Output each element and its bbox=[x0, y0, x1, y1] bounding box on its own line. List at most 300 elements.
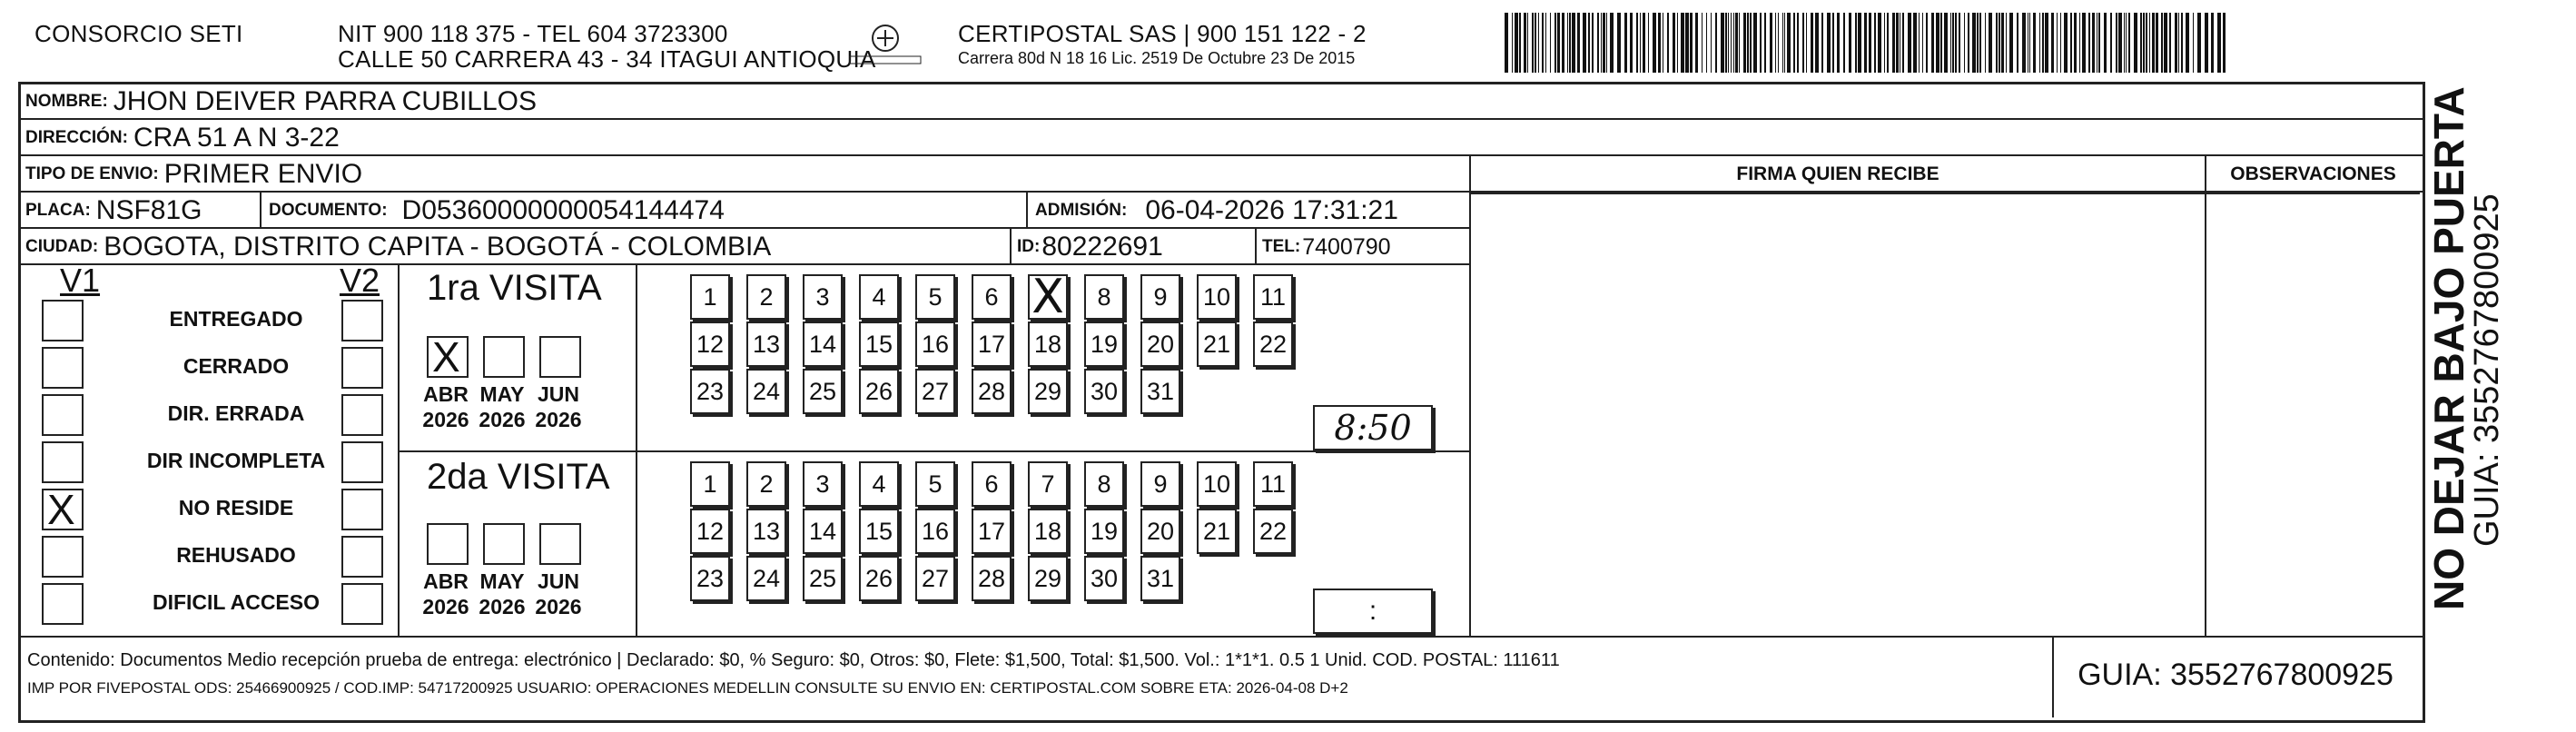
day-box[interactable]: 29 bbox=[1028, 556, 1068, 601]
barcode-bar bbox=[1908, 13, 1911, 73]
v1-checkbox[interactable] bbox=[42, 583, 84, 625]
barcode-bar bbox=[1610, 13, 1614, 73]
footer-print-info: IMP POR FIVEPOSTAL ODS: 25466900925 / COD.IMP: 54717200925 USUARIO: OPERACIONES MEDELLIN CONSULTE SU ENVIO EN: CERTIPOSTAL.COM SOBRE ETA: 2026-04-08 D+2 bbox=[27, 679, 1348, 697]
footer-guia: GUIA: 3552767800925 bbox=[2078, 658, 2393, 692]
day-box[interactable]: 11 bbox=[1253, 461, 1293, 507]
barcode-bar bbox=[2006, 13, 2007, 73]
day-box[interactable]: 16 bbox=[915, 321, 955, 367]
month-year: 2026 bbox=[535, 408, 582, 431]
barcode-bar bbox=[2126, 13, 2127, 73]
day-box[interactable]: 8 bbox=[1084, 274, 1124, 320]
barcode-bar bbox=[1944, 13, 1948, 73]
barcode-bar bbox=[1690, 13, 1693, 73]
barcode-bar bbox=[2088, 13, 2090, 73]
barcode-bar bbox=[1775, 13, 1776, 73]
day-box[interactable]: 6 bbox=[972, 274, 1012, 320]
day-box[interactable]: 5 bbox=[915, 274, 955, 320]
visita1-time-box bbox=[1313, 405, 1433, 450]
barcode-bar bbox=[2134, 13, 2137, 73]
barcode-bar bbox=[1721, 13, 1724, 73]
barcode-bar bbox=[1855, 13, 1857, 73]
barcode-bar bbox=[1806, 13, 1807, 73]
barcode-bar bbox=[1926, 13, 1928, 73]
barcode-bar bbox=[2098, 13, 2100, 73]
status-label: DIR INCOMPLETA bbox=[146, 449, 326, 472]
barcode-bar bbox=[1878, 13, 1881, 73]
day-box[interactable]: 30 bbox=[1084, 556, 1124, 601]
day-box[interactable]: 22 bbox=[1253, 321, 1293, 367]
v2-checkbox[interactable] bbox=[341, 536, 383, 578]
barcode-bar bbox=[1864, 13, 1867, 73]
day-box[interactable]: 27 bbox=[915, 369, 955, 414]
day-box[interactable]: 3 bbox=[803, 274, 843, 320]
barcode-bar bbox=[1959, 13, 1960, 73]
barcode-bar bbox=[1583, 13, 1586, 73]
barcode-bar bbox=[1532, 13, 1534, 73]
barcode-bar bbox=[1617, 13, 1621, 73]
barcode-bar bbox=[2022, 13, 2026, 73]
barcode-bar bbox=[1750, 13, 1752, 73]
day-box[interactable]: 25 bbox=[803, 369, 843, 414]
barcode-bar bbox=[2001, 13, 2004, 73]
day-box[interactable]: 7 bbox=[1028, 461, 1068, 507]
tipo-value: PRIMER ENVIO bbox=[163, 159, 363, 189]
barcode-bar bbox=[1985, 13, 1986, 73]
v2-checkbox[interactable] bbox=[341, 394, 383, 436]
barcode-bar bbox=[2217, 13, 2221, 73]
day-box[interactable]: 9 bbox=[1140, 461, 1180, 507]
barcode-bar bbox=[1519, 13, 1521, 73]
day-box[interactable]: 18 bbox=[1028, 321, 1068, 367]
barcode-bar bbox=[2118, 13, 2122, 73]
barcode-bar bbox=[2070, 13, 2072, 73]
barcode-bar bbox=[2060, 13, 2061, 73]
day-box[interactable]: 21 bbox=[1197, 509, 1237, 554]
observaciones-header: OBSERVACIONES bbox=[2230, 163, 2396, 184]
visita1-time: 8:50 bbox=[1334, 408, 1412, 448]
barcode-bar bbox=[2042, 13, 2044, 73]
barcode-bar bbox=[2033, 13, 2036, 73]
barcode-bar bbox=[1567, 13, 1568, 73]
day-box[interactable]: 30 bbox=[1084, 369, 1124, 414]
month-name: JUN bbox=[537, 569, 579, 593]
day-box[interactable]: 13 bbox=[746, 321, 786, 367]
day-box[interactable]: 4 bbox=[859, 274, 899, 320]
barcode-bar bbox=[1874, 13, 1876, 73]
barcode-bar bbox=[1832, 13, 1834, 73]
barcode-bar bbox=[2057, 13, 2058, 73]
barcode-bar bbox=[1955, 13, 1957, 73]
day-box[interactable]: 9 bbox=[1140, 274, 1180, 320]
day-box[interactable]: 12 bbox=[690, 509, 730, 554]
barcode-bar bbox=[1554, 13, 1556, 73]
barcode-bar bbox=[1913, 13, 1917, 73]
barcode-bar bbox=[1725, 13, 1727, 73]
barcode-bar bbox=[2082, 13, 2086, 73]
v1-checkbox[interactable] bbox=[42, 300, 84, 341]
month-checkbox[interactable] bbox=[539, 523, 581, 565]
barcode-bar bbox=[1728, 13, 1729, 73]
barcode-bar bbox=[1770, 13, 1772, 73]
day-box[interactable]: 1 bbox=[690, 274, 730, 320]
barcode-bar bbox=[1782, 13, 1783, 73]
barcode-bar bbox=[1572, 13, 1575, 73]
barcode-bar bbox=[1940, 13, 1942, 73]
barcode-bar bbox=[1535, 13, 1536, 73]
barcode-bar bbox=[1624, 13, 1627, 73]
barcode-bar bbox=[2092, 13, 2095, 73]
status-label: REHUSADO bbox=[176, 543, 296, 567]
barcode-bar bbox=[1936, 13, 1939, 73]
v1-checkbox[interactable] bbox=[42, 394, 84, 436]
barcode-bar bbox=[1731, 13, 1732, 73]
barcode-bar bbox=[1764, 13, 1766, 73]
barcode-bar bbox=[1811, 13, 1813, 73]
barcode-bar bbox=[1538, 13, 1539, 73]
barcode-bar bbox=[1869, 13, 1871, 73]
day-box[interactable]: 25 bbox=[803, 556, 843, 601]
month-name: ABR bbox=[423, 569, 469, 593]
barcode-bar bbox=[1968, 13, 1969, 73]
day-box[interactable]: 26 bbox=[859, 556, 899, 601]
barcode-bar bbox=[1784, 13, 1785, 73]
barcode-bar bbox=[2186, 13, 2189, 73]
day-box[interactable]: 29 bbox=[1028, 369, 1068, 414]
day-box[interactable]: 19 bbox=[1084, 509, 1124, 554]
barcode-bar bbox=[1922, 13, 1923, 73]
barcode-bar bbox=[1715, 13, 1717, 73]
barcode-bar bbox=[1606, 13, 1607, 73]
barcode-bar bbox=[2116, 13, 2117, 73]
barcode-bar bbox=[1793, 13, 1795, 73]
day-box[interactable] bbox=[1028, 270, 1068, 324]
barcode-bar bbox=[1601, 13, 1602, 73]
day-box[interactable]: 20 bbox=[1140, 509, 1180, 554]
v2-checkbox[interactable] bbox=[341, 441, 383, 483]
month-checkbox[interactable] bbox=[427, 523, 469, 565]
ciudad-label: CIUDAD: bbox=[25, 237, 99, 256]
barcode-bar bbox=[1592, 13, 1594, 73]
month-year: 2026 bbox=[422, 595, 469, 618]
certipostal-name: CERTIPOSTAL SAS | 900 151 122 - 2 bbox=[958, 20, 1367, 47]
barcode-bar bbox=[1827, 13, 1831, 73]
barcode-bar bbox=[1711, 13, 1712, 73]
barcode-bar bbox=[1902, 13, 1904, 73]
barcode-bar bbox=[1996, 13, 1998, 73]
nombre-label: NOMBRE: bbox=[25, 92, 108, 111]
placa-value: NSF81G bbox=[95, 195, 202, 225]
v1-checkbox[interactable] bbox=[42, 441, 84, 483]
barcode-bar bbox=[1512, 13, 1513, 73]
barcode-bar bbox=[2175, 13, 2177, 73]
barcode-bar bbox=[1603, 13, 1605, 73]
v1-checkbox[interactable] bbox=[42, 486, 84, 533]
visita1-title: 1ra VISITA bbox=[427, 268, 602, 308]
barcode-bar bbox=[1630, 13, 1633, 73]
barcode-bar bbox=[1673, 13, 1675, 73]
v1-check-mark: X bbox=[47, 486, 75, 533]
barcode-bar bbox=[2045, 13, 2048, 73]
day-box[interactable]: 5 bbox=[915, 461, 955, 507]
barcode-bar bbox=[1950, 13, 1951, 73]
month-label bbox=[472, 381, 532, 432]
barcode-bar bbox=[1545, 13, 1546, 73]
visita2-title: 2da VISITA bbox=[427, 457, 610, 497]
barcode-bar bbox=[2223, 13, 2226, 73]
barcode-bar bbox=[1743, 13, 1746, 73]
id-label: ID: bbox=[1017, 237, 1041, 256]
row-ciudad bbox=[20, 229, 1469, 265]
barcode-bar bbox=[1887, 13, 1889, 73]
barcode-bar bbox=[2140, 13, 2142, 73]
barcode-bar bbox=[1653, 13, 1656, 73]
documento-value: D05360000000054144474 bbox=[401, 195, 725, 225]
tel-label: TEL: bbox=[1262, 237, 1301, 256]
barcode-bar bbox=[1515, 13, 1518, 73]
barcode-bar bbox=[1733, 13, 1734, 73]
month-year: 2026 bbox=[535, 595, 582, 618]
day-box[interactable]: 12 bbox=[690, 321, 730, 367]
month-year: 2026 bbox=[479, 595, 526, 618]
barcode-bar bbox=[1843, 13, 1845, 73]
day-box[interactable]: 22 bbox=[1253, 509, 1293, 554]
barcode-bar bbox=[1702, 13, 1703, 73]
day-box[interactable]: 13 bbox=[746, 509, 786, 554]
barcode-bar bbox=[1524, 13, 1526, 73]
barcode-bar bbox=[2164, 13, 2167, 73]
barcode-bar bbox=[1695, 13, 1698, 73]
barcode-bar bbox=[2156, 13, 2158, 73]
barcode-bar bbox=[1964, 13, 1965, 73]
day-box[interactable]: 10 bbox=[1197, 461, 1237, 507]
day-box[interactable]: 11 bbox=[1253, 274, 1293, 320]
barcode-bar bbox=[1977, 13, 1979, 73]
month-checkbox[interactable] bbox=[539, 336, 581, 378]
day-box[interactable]: 19 bbox=[1084, 321, 1124, 367]
barcode-bar bbox=[1999, 13, 2000, 73]
barcode-bar bbox=[1562, 13, 1564, 73]
month-year: 2026 bbox=[479, 408, 526, 431]
tipo-label: TIPO DE ENVIO: bbox=[25, 164, 159, 183]
barcode-bar bbox=[2211, 13, 2214, 73]
barcode-bar bbox=[1542, 13, 1544, 73]
side-guia: GUIA: 3552767800925 bbox=[2468, 193, 2506, 547]
status-label: CERRADO bbox=[183, 354, 290, 378]
barcode-bar bbox=[1787, 13, 1791, 73]
company-nit: NIT 900 118 375 - TEL 604 3723300 bbox=[338, 20, 728, 47]
month-label bbox=[528, 381, 588, 432]
day-box[interactable]: 26 bbox=[859, 369, 899, 414]
barcode-bar bbox=[1802, 13, 1804, 73]
barcode-bar bbox=[2039, 13, 2040, 73]
barcode-bar bbox=[1896, 13, 1899, 73]
status-label: DIR. ERRADA bbox=[167, 401, 305, 425]
day-box[interactable]: 18 bbox=[1028, 509, 1068, 554]
barcode-bar bbox=[2009, 13, 2013, 73]
barcode bbox=[1503, 13, 2229, 73]
barcode-bar bbox=[1753, 13, 1757, 73]
barcode-bar bbox=[1837, 13, 1840, 73]
placa-label: PLACA: bbox=[25, 201, 91, 220]
row-direccion bbox=[20, 120, 2423, 156]
status-label: ENTREGADO bbox=[169, 307, 303, 331]
day-box[interactable]: 31 bbox=[1140, 369, 1180, 414]
month-checkbox[interactable] bbox=[483, 336, 525, 378]
ciudad-value: BOGOTA, DISTRITO CAPITA - BOGOTÁ - COLOMBIA bbox=[104, 232, 772, 262]
month-label bbox=[472, 569, 532, 619]
month-name: ABR bbox=[423, 382, 469, 406]
v2-header: V2 bbox=[340, 262, 380, 299]
barcode-bar bbox=[1797, 13, 1799, 73]
day-box[interactable]: 2 bbox=[746, 461, 786, 507]
barcode-bar bbox=[2079, 13, 2080, 73]
barcode-bar bbox=[2205, 13, 2208, 73]
month-name: MAY bbox=[479, 382, 525, 406]
day-box[interactable]: 24 bbox=[746, 556, 786, 601]
barcode-bar bbox=[2074, 13, 2077, 73]
barcode-bar bbox=[1569, 13, 1571, 73]
barcode-bar bbox=[1643, 13, 1645, 73]
day-box[interactable]: 3 bbox=[803, 461, 843, 507]
company-name: CONSORCIO SETI bbox=[35, 20, 243, 47]
v1-checkbox[interactable] bbox=[42, 347, 84, 389]
v2-checkbox[interactable] bbox=[341, 583, 383, 625]
barcode-bar bbox=[1640, 13, 1641, 73]
status-label: NO RESIDE bbox=[178, 496, 294, 519]
admision-value: 06-04-2026 17:31:21 bbox=[1145, 195, 1398, 225]
barcode-bar bbox=[1892, 13, 1895, 73]
barcode-bar bbox=[2017, 13, 2018, 73]
barcode-bar bbox=[1636, 13, 1638, 73]
barcode-bar bbox=[1667, 13, 1669, 73]
barcode-bar bbox=[1815, 13, 1819, 73]
day-box[interactable]: 6 bbox=[972, 461, 1012, 507]
v2-checkbox[interactable] bbox=[341, 347, 383, 389]
day-box[interactable]: 4 bbox=[859, 461, 899, 507]
day-box[interactable]: 17 bbox=[972, 321, 1012, 367]
day-box[interactable]: 23 bbox=[690, 556, 730, 601]
v2-checkbox[interactable] bbox=[341, 300, 383, 341]
day-box[interactable]: 15 bbox=[859, 509, 899, 554]
barcode-bar bbox=[2124, 13, 2125, 73]
barcode-bar bbox=[1550, 13, 1551, 73]
barcode-bar bbox=[1739, 13, 1740, 73]
day-box[interactable]: 16 bbox=[915, 509, 955, 554]
certipostal-logo-icon bbox=[844, 22, 926, 69]
barcode-bar bbox=[1919, 13, 1920, 73]
month-label bbox=[528, 569, 588, 619]
month-name: MAY bbox=[479, 569, 525, 593]
day-box[interactable]: 15 bbox=[859, 321, 899, 367]
barcode-bar bbox=[1931, 13, 1934, 73]
v2-checkbox[interactable] bbox=[341, 489, 383, 530]
barcode-bar bbox=[1849, 13, 1851, 73]
day-box[interactable]: 10 bbox=[1197, 274, 1237, 320]
barcode-bar bbox=[2152, 13, 2155, 73]
barcode-bar bbox=[2178, 13, 2179, 73]
day-box[interactable]: 28 bbox=[972, 369, 1012, 414]
day-box[interactable]: 24 bbox=[746, 369, 786, 414]
nombre-value: JHON DEIVER PARRA CUBILLOS bbox=[113, 86, 538, 116]
row-placa bbox=[20, 193, 1469, 229]
barcode-bar bbox=[1760, 13, 1762, 73]
id-value: 80222691 bbox=[1041, 232, 1163, 262]
day-box[interactable]: 23 bbox=[690, 369, 730, 414]
visita2-time: : bbox=[1368, 596, 1377, 626]
day-box[interactable]: 8 bbox=[1084, 461, 1124, 507]
month-label bbox=[416, 569, 476, 619]
barcode-bar bbox=[1597, 13, 1599, 73]
status-label: DIFICIL ACCESO bbox=[152, 590, 320, 614]
barcode-bar bbox=[1681, 13, 1684, 73]
month-checkbox[interactable] bbox=[483, 523, 525, 565]
documento-label: DOCUMENTO: bbox=[269, 201, 388, 220]
barcode-bar bbox=[2143, 13, 2145, 73]
day-box[interactable]: 31 bbox=[1140, 556, 1180, 601]
day-box[interactable]: 2 bbox=[746, 274, 786, 320]
barcode-bar bbox=[2051, 13, 2054, 73]
tel-value: 7400790 bbox=[1302, 233, 1391, 260]
barcode-bar bbox=[2149, 13, 2150, 73]
barcode-bar bbox=[2161, 13, 2163, 73]
barcode-bar bbox=[1557, 13, 1560, 73]
barcode-bar bbox=[1821, 13, 1823, 73]
month-label bbox=[416, 381, 476, 432]
day-check-mark: X bbox=[1031, 270, 1064, 324]
barcode-bar bbox=[1588, 13, 1590, 73]
barcode-bar bbox=[1685, 13, 1689, 73]
v1-checkbox[interactable] bbox=[42, 536, 84, 578]
barcode-bar bbox=[2064, 13, 2068, 73]
barcode-bar bbox=[1884, 13, 1885, 73]
day-box[interactable]: 20 bbox=[1140, 321, 1180, 367]
barcode-bar bbox=[2181, 13, 2183, 73]
day-box[interactable]: 17 bbox=[972, 509, 1012, 554]
barcode-bar bbox=[1952, 13, 1954, 73]
barcode-bar bbox=[1979, 13, 1981, 73]
footer-content: Contenido: Documentos Medio recepción prueba de entrega: electrónico | Declarado: $0, % Seguro: $0, Otros: $0, Flete: $1,500, Total: $1,500. Vol.: 1*1*1. 0.5 1 Unid. COD. POSTAL: 111611 bbox=[27, 650, 1560, 670]
barcode-bar bbox=[2193, 13, 2194, 73]
admision-label: ADMISIÓN: bbox=[1035, 201, 1128, 220]
barcode-bar bbox=[1858, 13, 1861, 73]
barcode-bar bbox=[1735, 13, 1738, 73]
visita2-time-box bbox=[1313, 589, 1433, 634]
day-box[interactable]: 27 bbox=[915, 556, 955, 601]
day-box[interactable]: 14 bbox=[803, 509, 843, 554]
month-checkbox[interactable] bbox=[427, 333, 469, 381]
v1-header: V1 bbox=[60, 262, 101, 299]
certipostal-license: Carrera 80d N 18 16 Lic. 2519 De Octubre 23 De 2015 bbox=[958, 49, 1356, 67]
day-box[interactable]: 28 bbox=[972, 556, 1012, 601]
month-year: 2026 bbox=[422, 408, 469, 431]
row-nombre bbox=[20, 84, 2423, 120]
barcode-bar bbox=[1972, 13, 1976, 73]
direccion-label: DIRECCIÓN: bbox=[25, 128, 128, 147]
firma-header: FIRMA QUIEN RECIBE bbox=[1736, 163, 1939, 184]
barcode-bar bbox=[1527, 13, 1528, 73]
barcode-bar bbox=[1505, 13, 1508, 73]
barcode-bar bbox=[2104, 13, 2107, 73]
barcode-bar bbox=[1677, 13, 1678, 73]
day-box[interactable]: 14 bbox=[803, 321, 843, 367]
day-box[interactable]: 1 bbox=[690, 461, 730, 507]
barcode-bar bbox=[2197, 13, 2201, 73]
barcode-bar bbox=[2029, 13, 2030, 73]
month-check-mark: X bbox=[432, 333, 460, 381]
barcode-bar bbox=[2169, 13, 2171, 73]
barcode-bar bbox=[1778, 13, 1779, 73]
day-box[interactable]: 21 bbox=[1197, 321, 1237, 367]
